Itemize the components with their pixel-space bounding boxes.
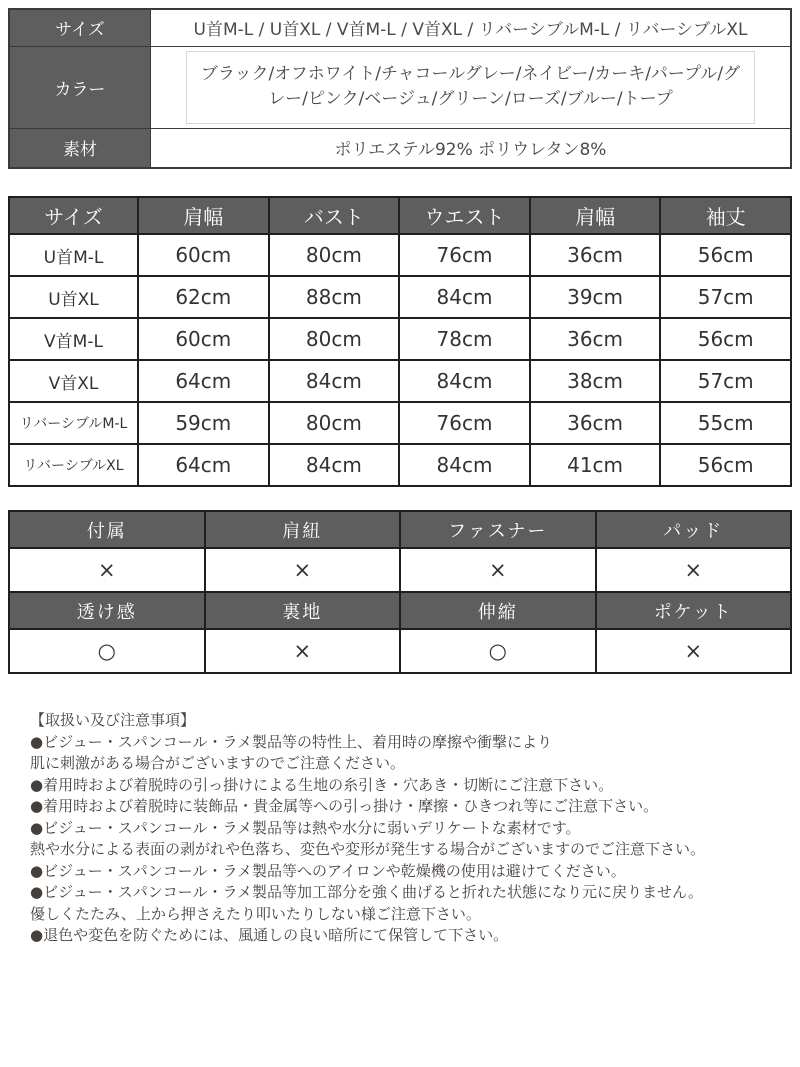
care-note-line: ●着用時および着脱時の引っ掛けによる生地の糸引き・穴あき・切断にご注意下さい。 [30, 775, 614, 794]
care-note-line: 肌に刺激がある場合がございますのでご注意ください。 [30, 754, 406, 772]
feature-value-row [9, 629, 791, 673]
size-header-shoulder2: 肩幅 [530, 197, 661, 234]
spec-value-color-cell [151, 46, 792, 128]
care-note-line: ●着用時および着脱時に装飾品・貴金属等への引っ掛け・摩擦・ひきつれ等にご注意下さい。 [30, 797, 659, 815]
feature-value-stretch: ○ [400, 629, 596, 673]
size-cell: 84cm [399, 276, 530, 318]
size-cell: 84cm [399, 444, 530, 486]
feature-value-accessory: × [9, 548, 205, 592]
size-header-shoulder: 肩幅 [138, 197, 269, 234]
size-cell: 84cm [399, 360, 530, 402]
size-cell: 36cm [530, 318, 661, 360]
size-row-label: U首XL [9, 276, 138, 318]
size-cell: 76cm [399, 234, 530, 276]
care-note-line: ●ビジュー・スパンコール・ラメ製品等加工部分を強く曲げると折れた状態になり元に戻りません。 [30, 883, 703, 901]
size-cell: 76cm [399, 402, 530, 444]
spec-value-color: ブラック/オフホワイト/チャコールグレー/ネイビー/カーキ/パープル/グレー/ピンク/ベージュ/グリーン/ローズ/ブルー/トープ [186, 51, 755, 124]
care-note-line: ●ビジュー・スパンコール・ラメ製品等は熱や水分に弱いデリケートな素材です。 [30, 818, 581, 837]
spec-table [8, 8, 792, 169]
feature-value-sheerness: ○ [9, 629, 205, 673]
size-cell: 57cm [660, 360, 791, 402]
size-cell: 56cm [660, 318, 791, 360]
feature-header-row [9, 592, 791, 629]
feature-value-pad: × [596, 548, 792, 592]
size-cell: 84cm [269, 360, 400, 402]
size-cell: 56cm [660, 234, 791, 276]
size-row-label: V首M-L [9, 318, 138, 360]
spec-row-color [9, 46, 791, 128]
size-cell: 78cm [399, 318, 530, 360]
care-note-line: ●ビジュー・スパンコール・ラメ製品等へのアイロンや乾燥機の使用は避けてください。 [30, 861, 626, 880]
size-row [9, 276, 791, 318]
size-header-bust: バスト [269, 197, 400, 234]
feature-header-strap: 肩紐 [205, 511, 401, 548]
size-cell: 59cm [138, 402, 269, 444]
spec-row-fabric [9, 128, 791, 168]
size-row [9, 402, 791, 444]
size-cell: 60cm [138, 318, 269, 360]
care-notes-title: 【取扱い及び注意事項】 [30, 711, 196, 729]
size-cell: 62cm [138, 276, 269, 318]
size-cell: 36cm [530, 234, 661, 276]
size-cell: 80cm [269, 402, 400, 444]
feature-header-pocket: ポケット [596, 592, 792, 629]
feature-header-sheerness: 透け感 [9, 592, 205, 629]
size-row-label: U首M-L [9, 234, 138, 276]
care-note-line: ●ビジュー・スパンコール・ラメ製品等の特性上、着用時の摩擦や衝撃により [30, 732, 553, 751]
feature-value-fastener: × [400, 548, 596, 592]
feature-header-stretch: 伸縮 [400, 592, 596, 629]
size-row [9, 318, 791, 360]
care-notes [8, 710, 792, 947]
size-table [8, 196, 792, 487]
feature-header-row [9, 511, 791, 548]
feature-table [8, 510, 792, 674]
size-table-header-row [9, 197, 791, 234]
size-cell: 60cm [138, 234, 269, 276]
size-cell: 80cm [269, 318, 400, 360]
size-cell: 64cm [138, 360, 269, 402]
spec-value-size: U首M-L / U首XL / V首M-L / V首XL / リバーシブルM-L / リバーシブルXL [151, 9, 792, 46]
care-note-line: ●退色や変色を防ぐためには、風通しの良い暗所にて保管して下さい。 [30, 926, 509, 944]
size-cell: 36cm [530, 402, 661, 444]
spec-label-size: サイズ [9, 9, 151, 46]
feature-value-strap: × [205, 548, 401, 592]
size-cell: 80cm [269, 234, 400, 276]
size-row-label: リバーシブルM-L [9, 402, 138, 444]
size-row-label: V首XL [9, 360, 138, 402]
size-row-label: リバーシブルXL [9, 444, 138, 486]
feature-value-row [9, 548, 791, 592]
care-note-line: 優しくたたみ、上から押さえたり叩いたりしない様ご注意下さい。 [30, 904, 481, 923]
spec-label-fabric: 素材 [9, 128, 151, 168]
size-cell: 38cm [530, 360, 661, 402]
size-cell: 56cm [660, 444, 791, 486]
size-cell: 41cm [530, 444, 661, 486]
feature-header-fastener: ファスナー [400, 511, 596, 548]
feature-header-lining: 裏地 [205, 592, 401, 629]
size-row [9, 234, 791, 276]
feature-header-accessory: 付属 [9, 511, 205, 548]
size-row [9, 360, 791, 402]
spec-row-size [9, 9, 791, 46]
size-header-size: サイズ [9, 197, 138, 234]
spec-value-fabric: ポリエステル92% ポリウレタン8% [151, 128, 792, 168]
feature-value-pocket: × [596, 629, 792, 673]
care-note-line: 熱や水分による表面の剥がれや色落ち、変色や変形が発生する場合がございますのでご注意下さい。 [30, 840, 706, 858]
size-header-waist: ウエスト [399, 197, 530, 234]
size-cell: 57cm [660, 276, 791, 318]
feature-header-pad: パッド [596, 511, 792, 548]
size-cell: 84cm [269, 444, 400, 486]
feature-value-lining: × [205, 629, 401, 673]
size-cell: 39cm [530, 276, 661, 318]
spec-label-color: カラー [9, 46, 151, 128]
size-cell: 88cm [269, 276, 400, 318]
size-row [9, 444, 791, 486]
size-cell: 64cm [138, 444, 269, 486]
size-cell: 55cm [660, 402, 791, 444]
size-header-sleeve: 袖丈 [660, 197, 791, 234]
